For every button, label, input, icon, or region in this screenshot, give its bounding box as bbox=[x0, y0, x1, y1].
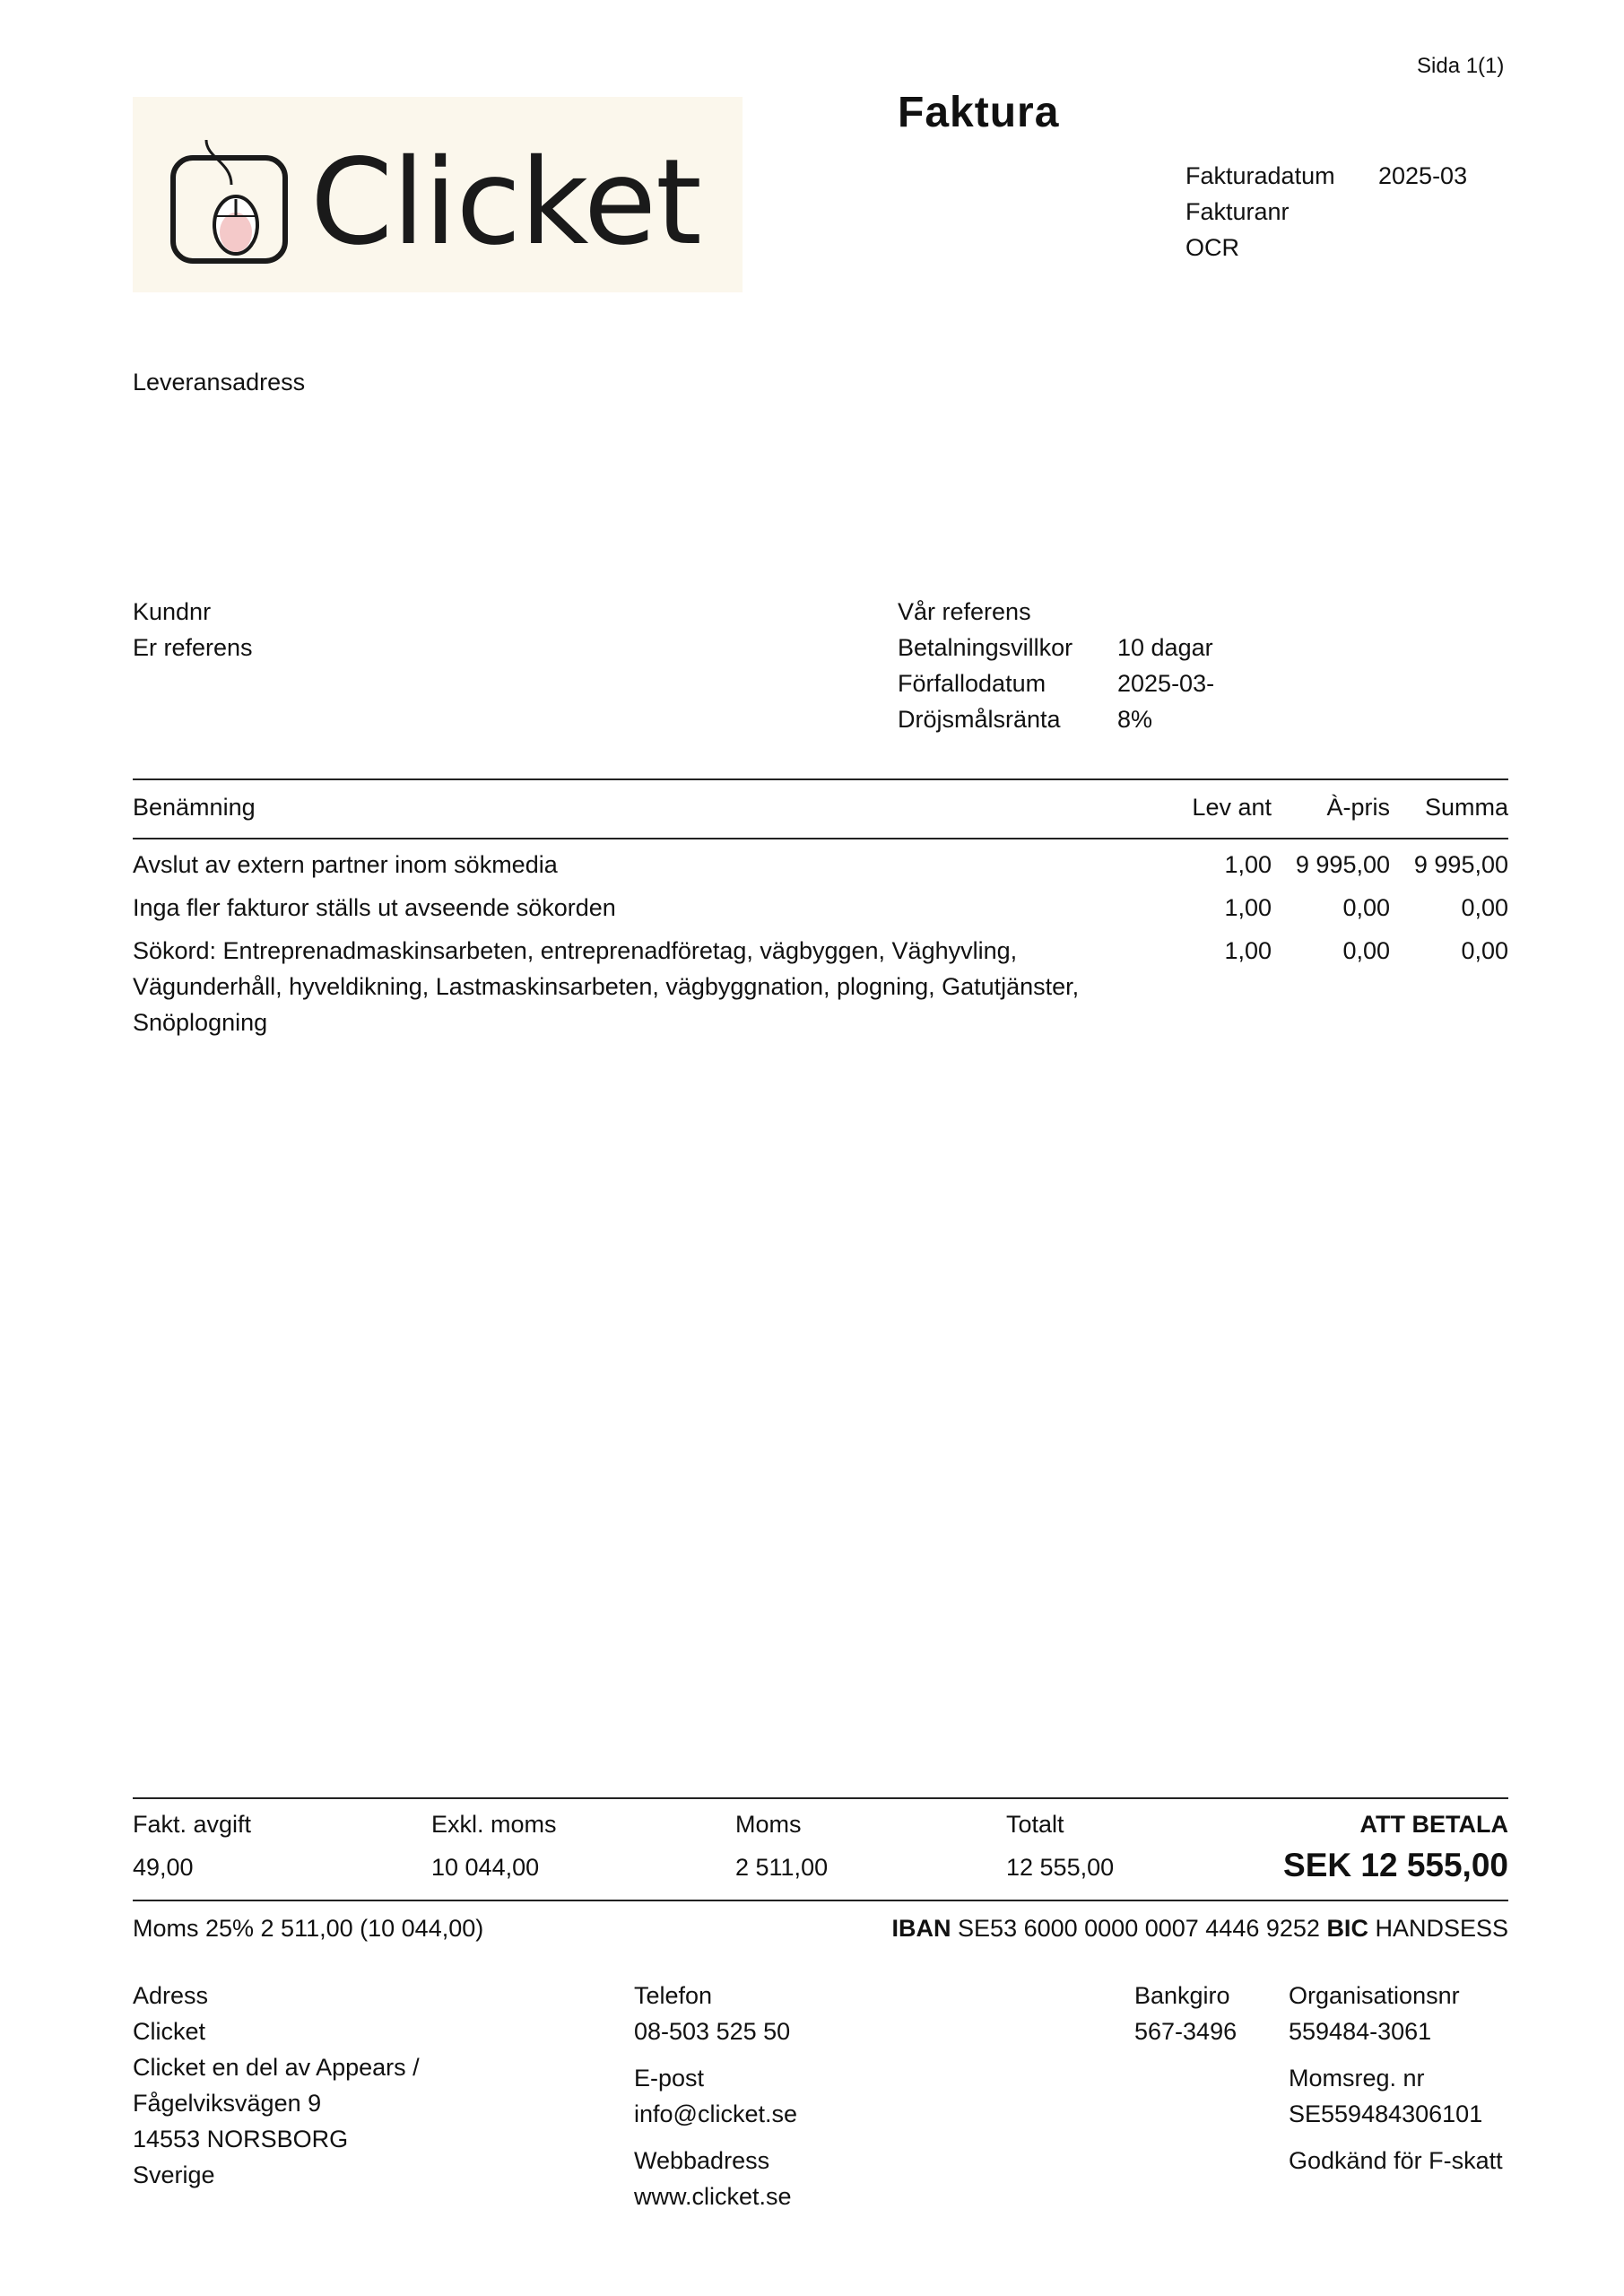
footer-vat-reg-value: SE559484306101 bbox=[1289, 2100, 1483, 2127]
footer-web-link[interactable]: www.clicket.se bbox=[634, 2183, 792, 2210]
page-number: Sida 1(1) bbox=[1417, 54, 1505, 78]
table-row-sum: 0,00 bbox=[1461, 937, 1508, 964]
footer-phone-label: Telefon bbox=[634, 1982, 713, 2009]
footer-bankgiro-label: Bankgiro bbox=[1134, 1982, 1230, 2009]
footer-org-number-value: 559484-3061 bbox=[1289, 2018, 1432, 2045]
invoice-number-label: Fakturanr bbox=[1185, 198, 1290, 225]
logo-text: Clicket bbox=[310, 134, 701, 272]
amount-due-value: SEK 12 555,00 bbox=[1283, 1847, 1508, 1883]
late-interest-value: 8% bbox=[1117, 706, 1153, 733]
ocr-label: OCR bbox=[1185, 234, 1239, 261]
table-row-sum: 0,00 bbox=[1461, 894, 1508, 921]
footer-phone-value: 08-503 525 50 bbox=[634, 2018, 791, 2045]
footer-f-tax-note: Godkänd för F-skatt bbox=[1289, 2147, 1503, 2174]
totals-bottom-rule bbox=[133, 1900, 1508, 1901]
invoice-date-label: Fakturadatum bbox=[1185, 162, 1335, 189]
table-row-quantity: 1,00 bbox=[1224, 851, 1272, 878]
footer-email-label: E-post bbox=[634, 2065, 705, 2092]
footer-address-line: Clicket bbox=[133, 2018, 206, 2045]
column-header-unit-price: À-pris bbox=[1326, 794, 1390, 821]
table-row-quantity: 1,00 bbox=[1224, 937, 1272, 964]
bank-details bbox=[791, 1910, 1508, 1946]
footer-email-link[interactable]: info@clicket.se bbox=[634, 2100, 797, 2127]
table-top-rule bbox=[133, 778, 1508, 780]
table-row-unit-price: 9 995,00 bbox=[1295, 851, 1390, 878]
footer-org-number-label: Organisationsnr bbox=[1289, 1982, 1460, 2009]
footer-address-line: Sverige bbox=[133, 2161, 215, 2188]
customer-number-label: Kundnr bbox=[133, 598, 212, 625]
table-row-description: Inga fler fakturor ställs ut avseende sökorden bbox=[133, 894, 616, 921]
amount-due-label: ATT BETALA bbox=[1359, 1811, 1508, 1838]
invoice-fee-value: 49,00 bbox=[133, 1854, 194, 1881]
excl-vat-value: 10 044,00 bbox=[431, 1854, 540, 1881]
vat-value: 2 511,00 bbox=[735, 1854, 829, 1881]
footer-bankgiro-value: 567-3496 bbox=[1134, 2018, 1238, 2045]
iban-value: SE53 6000 0000 0007 4446 9252 bbox=[958, 1915, 1320, 1942]
table-row-description: Sökord: Entreprenadmaskinsarbeten, entreprenadföretag, vägbyggen, Väghyvling, Vägunderhåll, hyveldikning, Lastmaskinsarbeten, vägbyggnation, plogning, Gatutjänster, Snöplogning bbox=[133, 937, 1080, 1036]
invoice-date-value: 2025-03 bbox=[1378, 162, 1468, 189]
table-row-unit-price: 0,00 bbox=[1342, 937, 1390, 964]
our-reference-label: Vår referens bbox=[898, 598, 1031, 625]
column-header-description: Benämning bbox=[133, 794, 256, 821]
vat-label: Moms bbox=[735, 1811, 802, 1838]
excl-vat-label: Exkl. moms bbox=[431, 1811, 557, 1838]
iban-label: IBAN bbox=[891, 1915, 951, 1942]
table-row-quantity: 1,00 bbox=[1224, 894, 1272, 921]
invoice-fee-label: Fakt. avgift bbox=[133, 1811, 252, 1838]
column-header-sum: Summa bbox=[1424, 794, 1508, 821]
footer-web-label: Webbadress bbox=[634, 2147, 770, 2174]
mouse-icon bbox=[169, 140, 294, 265]
footer-address-line: Clicket en del av Appears / bbox=[133, 2054, 420, 2081]
table-row-description: Avslut av extern partner inom sökmedia bbox=[133, 851, 558, 878]
table-row-sum: 9 995,00 bbox=[1413, 851, 1508, 878]
total-value: 12 555,00 bbox=[1006, 1854, 1115, 1881]
your-reference-label: Er referens bbox=[133, 634, 253, 661]
delivery-address-label: Leveransadress bbox=[133, 369, 306, 396]
document-title: Faktura bbox=[898, 89, 1060, 136]
bic-label: BIC bbox=[1326, 1915, 1368, 1942]
footer-address-label: Adress bbox=[133, 1982, 209, 2009]
footer-address-line: 14553 NORSBORG bbox=[133, 2126, 349, 2152]
due-date-label: Förfallodatum bbox=[898, 670, 1046, 697]
late-interest-label: Dröjsmålsränta bbox=[898, 706, 1061, 733]
footer-vat-reg-label: Momsreg. nr bbox=[1289, 2065, 1425, 2092]
payment-terms-label: Betalningsvillkor bbox=[898, 634, 1073, 661]
vat-summary: Moms 25% 2 511,00 (10 044,00) bbox=[133, 1915, 484, 1942]
bic-value: HANDSESS bbox=[1375, 1915, 1508, 1942]
totals-top-rule bbox=[133, 1797, 1508, 1799]
due-date-value: 2025-03- bbox=[1117, 670, 1215, 697]
footer-address-line: Fågelviksvägen 9 bbox=[133, 2090, 322, 2117]
table-header-rule bbox=[133, 838, 1508, 839]
payment-terms-value: 10 dagar bbox=[1117, 634, 1213, 661]
column-header-quantity: Lev ant bbox=[1192, 794, 1272, 821]
table-row-unit-price: 0,00 bbox=[1342, 894, 1390, 921]
company-logo bbox=[133, 97, 743, 292]
total-label: Totalt bbox=[1006, 1811, 1064, 1838]
